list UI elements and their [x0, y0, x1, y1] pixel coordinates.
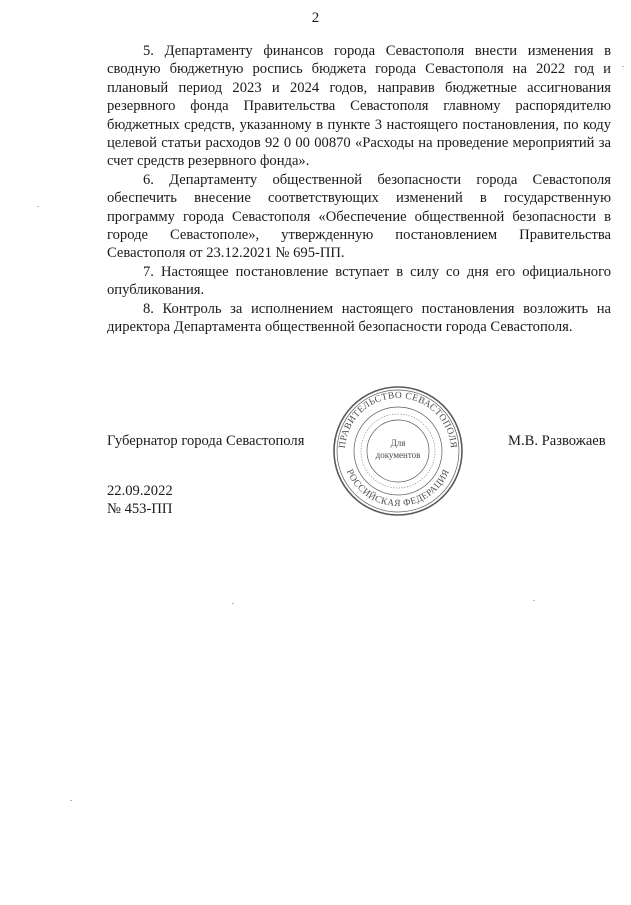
- document-body: [107, 42, 611, 337]
- official-seal: [331, 384, 465, 518]
- scan-speck: [37, 206, 39, 207]
- scan-speck: [622, 66, 624, 67]
- seal-top-text: ПРАВИТЕЛЬСТВО СЕВАСТОПОЛЯ: [337, 390, 459, 449]
- document-date: 22.09.2022: [107, 483, 173, 499]
- page-number: 2: [311, 10, 320, 26]
- scan-speck: [533, 600, 535, 601]
- seal-center-line-1: Для: [390, 438, 406, 448]
- paragraph-7: 7. Настоящее постановление вступает в силу со дня его официального опубликования.: [107, 263, 611, 299]
- paragraph-6: 6. Департаменту общественной безопасности города Севастополя обеспечить внесение соответствующих изменений в государственную программу города Севастополя «Обеспечение общественной безопасности в городе Севастополе», утвержденную постановлением Правительства Севастополя от 23.12.2021 № 695-ПП.: [107, 171, 611, 262]
- scan-speck: [232, 603, 234, 604]
- paragraph-8: 8. Контроль за исполнением настоящего постановления возложить на директора Департамента общественной безопасности города Севастополя.: [107, 300, 611, 336]
- paragraph-5: 5. Департаменту финансов города Севастополя внести изменения в сводную бюджетную роспись бюджета города Севастополя на 2022 год и плановый период 2023 и 2024 годов, направив бюджетные ассигнования резервного фонда Правительства Севастополя главному распорядителю бюджетных средств, указанному в пункте 3 настоящего постановления, по коду целевой статьи расходов 92 0 00 00870 «Расходы на проведение мероприятий за счет средств резервного фонда».: [107, 43, 611, 170]
- scan-speck: [70, 800, 72, 801]
- seal-center-line-2: документов: [375, 450, 421, 460]
- signatory-name: М.В. Развожаев: [508, 433, 606, 449]
- document-number: № 453-ПП: [107, 501, 173, 517]
- signatory-position: Губернатор города Севастополя: [107, 433, 305, 449]
- seal-bottom-text: РОССИЙСКАЯ ФЕДЕРАЦИЯ: [343, 468, 453, 510]
